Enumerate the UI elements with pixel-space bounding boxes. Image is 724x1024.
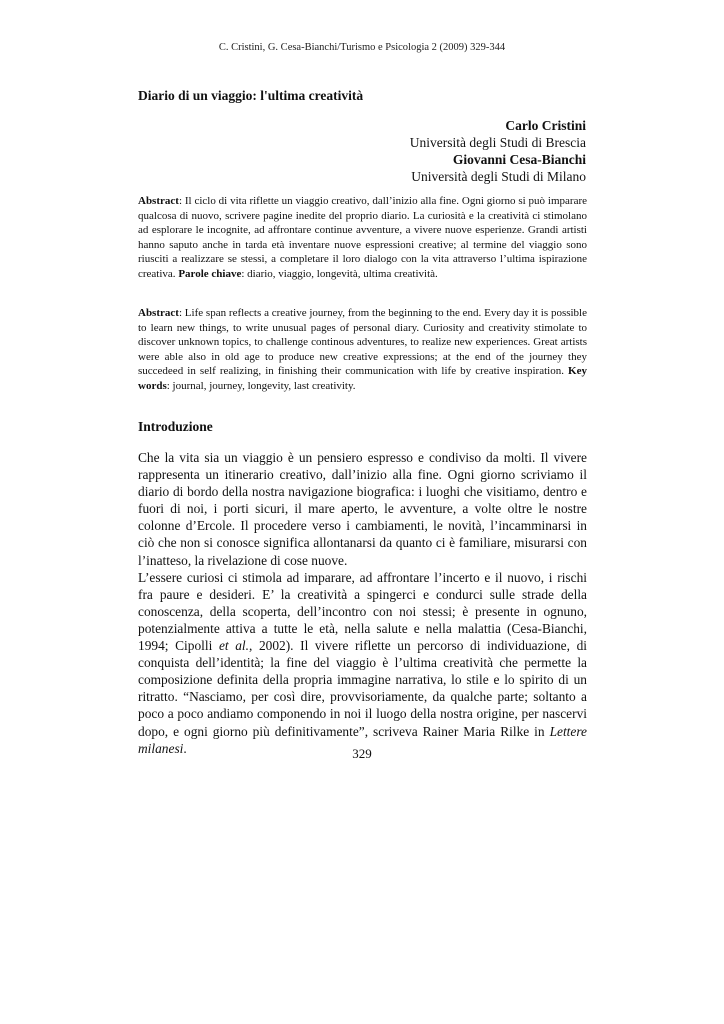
paragraph-text: , 2002). Il vivere riflette un percorso di individuazione, di conquista dell’identità; la fine del viaggio è l’ultima creatività che permette la composizione definita della propria immagine narrativa, lo stile e lo spirito di un ritratto. “Nasciamo, per così dire, provvisoriamente, da qualche parte; soltanto a poco a poco andiamo componendo in noi il luogo della nostra origine, per nascervi dopo, e ogni giorno più definitivamente”, scriveva Rainer Maria Rilke in [138, 638, 588, 739]
paragraph-text: L’essere curiosi ci stimola ad imparare, ad affrontare l’incerto e il nuovo, i rischi fra paure e desideri. E’ la creatività a spingerci e condurci sulle strade della conoscenza, della scoperta, dell’incontro con noi stessi; è presente in ognuno, potenzialmente attiva a tutte le età, nella salute e nella malattia (Cesa-Bianchi, 1994; Cipolli [138, 569, 587, 654]
article-title: Diario di un viaggio: l'ultima creatività [138, 88, 364, 103]
body-text [138, 449, 587, 757]
keywords-text: : diario, viaggio, longevità, ultima creatività. [241, 267, 438, 280]
page-number: 329 [352, 746, 372, 761]
paragraph: Che la vita sia un viaggio è un pensiero espresso e condiviso da molti. Il vivere rappresenta un itinerario creativo, dall’inizio alla fine. Ogni giorno scriviamo il diario di bordo della nostra navigazione biografica: i luoghi che visitiamo, dentro e fuori di noi, i porti sicuri, il mare aperto, le avventure, a volte oltre le nostre colonne d’Ercole. Il procedere verso i cambiamenti, le novità, l’incamminarsi in ciò che non si conosce significa allontanarsi da quanto ci è familiare, misurarsi con l’inatteso, la rivelazione di cose nuove. [138, 450, 587, 568]
book-title: Lettere milanesi [138, 723, 587, 756]
abstract-italian [138, 194, 587, 282]
abstract-label: Abstract [138, 195, 179, 207]
author-name: Carlo Cristini [505, 118, 586, 133]
paragraph [138, 569, 587, 757]
author-name: Giovanni Cesa-Bianchi [452, 152, 586, 167]
abstract-text: : Il ciclo di vita riflette un viaggio creativo, dall’inizio alla fine. Ogni giorno si può imparare qualcosa di nuovo, scrivere pagine inedite del proprio diario. La curiosità e la creatività ci stimolano ad esplorare le incognite, ad affrontare continue avventure, a vivere nuove esperienze. Grandi artisti hanno saputo anche in tarda età inventare nuove espressioni creative; al termine del viaggio sono riusciti a realizzare se stessi, a completare il loro dialogo con la vita attraverso l’ultima ispirazione creativa. [138, 195, 587, 280]
abstract-label: Abstract [138, 307, 179, 319]
author-block [410, 117, 586, 185]
author-affiliation: Università degli Studi di Milano [411, 169, 586, 184]
keywords-label: Key words [138, 365, 587, 392]
citation-et-al: et al. [218, 638, 249, 654]
keywords-text: : journal, journey, longevity, last creativity. [166, 379, 356, 392]
paragraph-end: . [183, 740, 187, 756]
section-heading: Introduzione [138, 419, 213, 434]
abstract-english [138, 306, 587, 394]
keywords-label: Parole chiave [178, 267, 242, 280]
author-affiliation: Università degli Studi di Brescia [409, 135, 586, 150]
abstract-text: : Life span reflects a creative journey, from the beginning to the end. Every day it is possible to learn new things, to write unusual pages of personal diary. Curiosity and creativity stimolate to discover unknown topics, to challenge continous adventures, to realize new experiences. Great artists were able also in old age to produce new creative expressions; at the end of the journey they succedeed in self realizing, in finishing their communication with life by creative inspiration. [138, 307, 587, 378]
running-head: C. Cristini, G. Cesa-Bianchi/Turismo e Psicologia 2 (2009) 329-344 [218, 42, 506, 53]
